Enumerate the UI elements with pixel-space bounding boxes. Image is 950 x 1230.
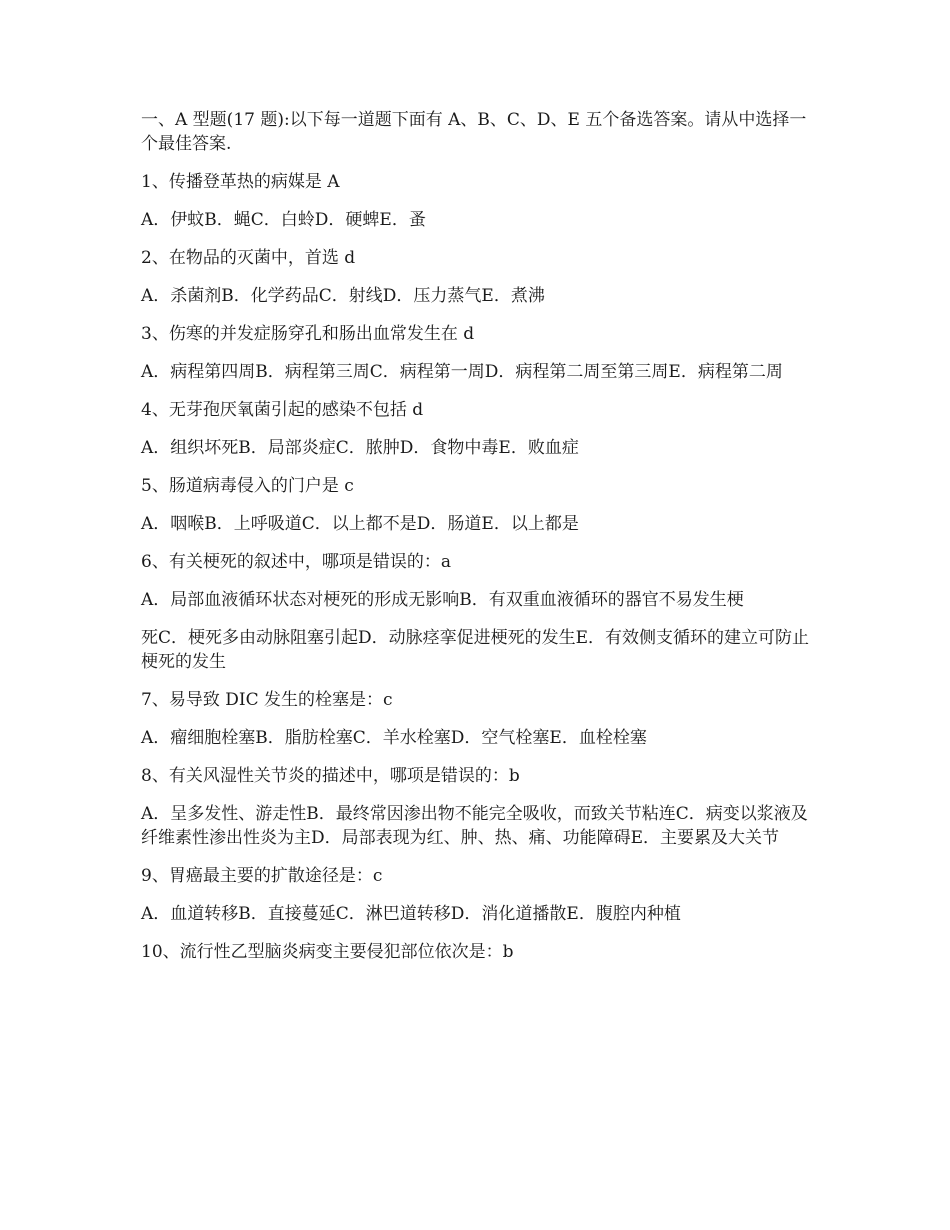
question-2: 2、在物品的灭菌中，首选 d [141,248,356,268]
question-5: 5、肠道病毒侵入的门户是 c [141,476,354,496]
question-6: 6、有关梗死的叙述中，哪项是错误的：a [141,552,451,572]
options-6-part2: 死C．梗死多由动脉阻塞引起D．动脉痉挛促进梗死的发生E．有效侧支循环的建立可防止梗死的发生 [141,628,810,672]
question-1: 1、传播登革热的病媒是 A [141,172,340,192]
question-9: 9、胃癌最主要的扩散途径是：c [141,866,383,886]
options-7: A．瘤细胞栓塞B．脂肪栓塞C．羊水栓塞D．空气栓塞E．血栓栓塞 [141,728,647,748]
options-5: A．咽喉B．上呼吸道C．以上都不是D．肠道E．以上都是 [141,514,579,534]
options-8: A．呈多发性、游走性B．最终常因渗出物不能完全吸收，而致关节粘连C．病变以浆液及纤维素性渗出性炎为主D．局部表现为红、肿、热、痛、功能障碍E．主要累及大关节 [141,804,808,848]
options-1: A．伊蚊B．蝇C．白蛉D．硬蜱E．蚤 [141,210,426,230]
options-3: A．病程第四周B．病程第三周C．病程第一周D．病程第二周至第三周E．病程第二周 [141,362,783,382]
question-7: 7、易导致 DIC 发生的栓塞是：c [141,690,393,710]
options-6-part1: A．局部血液循环状态对梗死的形成无影响B．有双重血液循环的器官不易发生梗 [141,590,744,610]
options-2: A．杀菌剂B．化学药品C．射线D．压力蒸气E．煮沸 [141,286,545,306]
options-4: A．组织坏死B．局部炎症C．脓肿D．食物中毒E．败血症 [141,438,579,458]
question-10: 10、流行性乙型脑炎病变主要侵犯部位依次是：b [141,942,514,962]
document-page [141,108,816,978]
section-intro: 一、A 型题(17 题):以下每一道题下面有 A、B、C、D、E 五个备选答案。请从中选择一个最佳答案. [141,110,807,154]
question-8: 8、有关风湿性关节炎的描述中，哪项是错误的：b [141,766,520,786]
options-9: A．血道转移B．直接蔓延C．淋巴道转移D．消化道播散E．腹腔内种植 [141,904,681,924]
question-4: 4、无芽孢厌氧菌引起的感染不包括 d [141,400,424,420]
question-3: 3、伤寒的并发症肠穿孔和肠出血常发生在 d [141,324,475,344]
